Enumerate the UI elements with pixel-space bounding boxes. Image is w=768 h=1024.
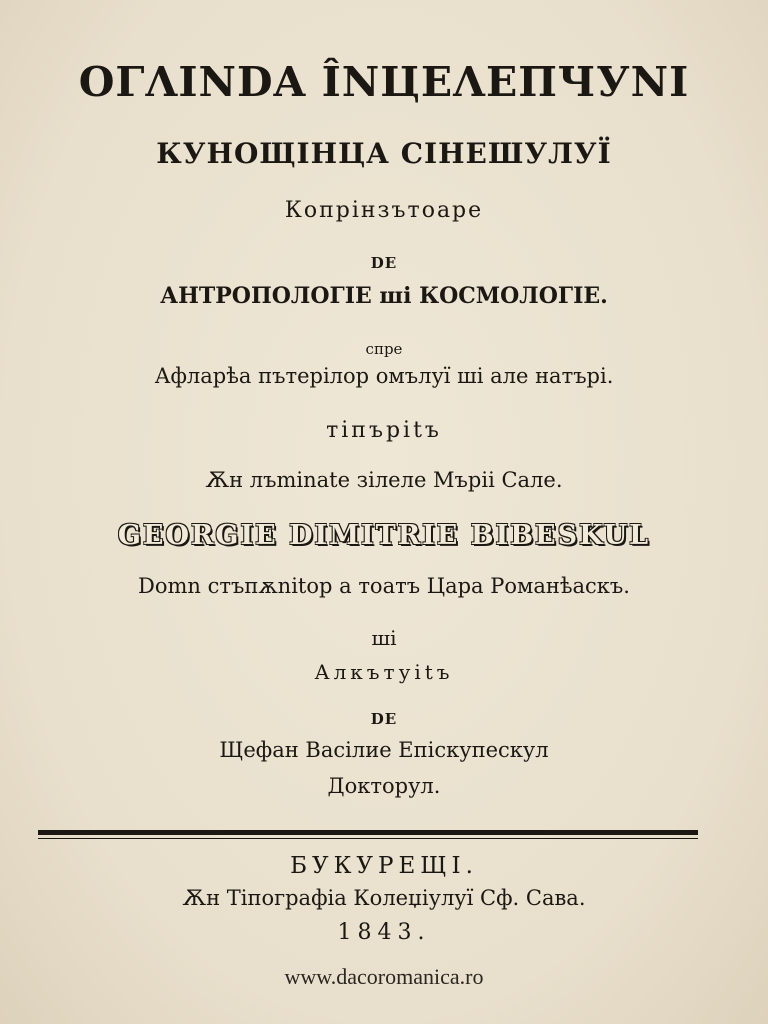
composed-line: Алкътуіtъ	[314, 660, 454, 684]
si-line: ші	[371, 626, 397, 650]
spre-line: спре	[365, 340, 403, 358]
imprint-year: 1843.	[337, 920, 431, 945]
ruler-name: GEORGIE DIMITRIE BIBESKUL	[117, 520, 651, 551]
purpose-line: Афларѣа пътерілор омълуї ші але натърі.	[154, 364, 614, 388]
author-title: Докторул.	[327, 774, 441, 798]
book-subtitle: КУНОЩІНЦА СІНЕШУЛУЇ	[156, 137, 612, 170]
imprint-city: БУКУРЕЩІ.	[290, 853, 478, 879]
divider-thick	[38, 830, 698, 835]
book-title: ΟΓΛΙΝDA ÎΝЦΕΛΕΠЧУΝΙ	[78, 58, 690, 106]
ruler-title-line: Domn стъпѫnitор а тоатъ Цара Романѣаскъ.	[138, 574, 630, 598]
de-line-2: DE	[370, 710, 398, 728]
contains-line: Копрінзътоаре	[284, 198, 484, 223]
days-line: Ѫн лъminate зілеле Мъріі Сале.	[205, 468, 563, 492]
divider-thin	[38, 838, 698, 839]
printed-line: тіпъріtъ	[326, 418, 442, 443]
author-name: Щефан Васілие Епіскупескул	[219, 738, 549, 762]
topics-line: АНТРОПОЛОГІЕ ші КОСМОЛОГІЕ.	[160, 283, 608, 309]
website-watermark: www.dacoromanica.ro	[284, 964, 484, 989]
de-line-1: DE	[370, 254, 398, 272]
imprint-press: Ѫн Тіпографіа Колеџіулуї Сф. Сава.	[182, 886, 586, 910]
